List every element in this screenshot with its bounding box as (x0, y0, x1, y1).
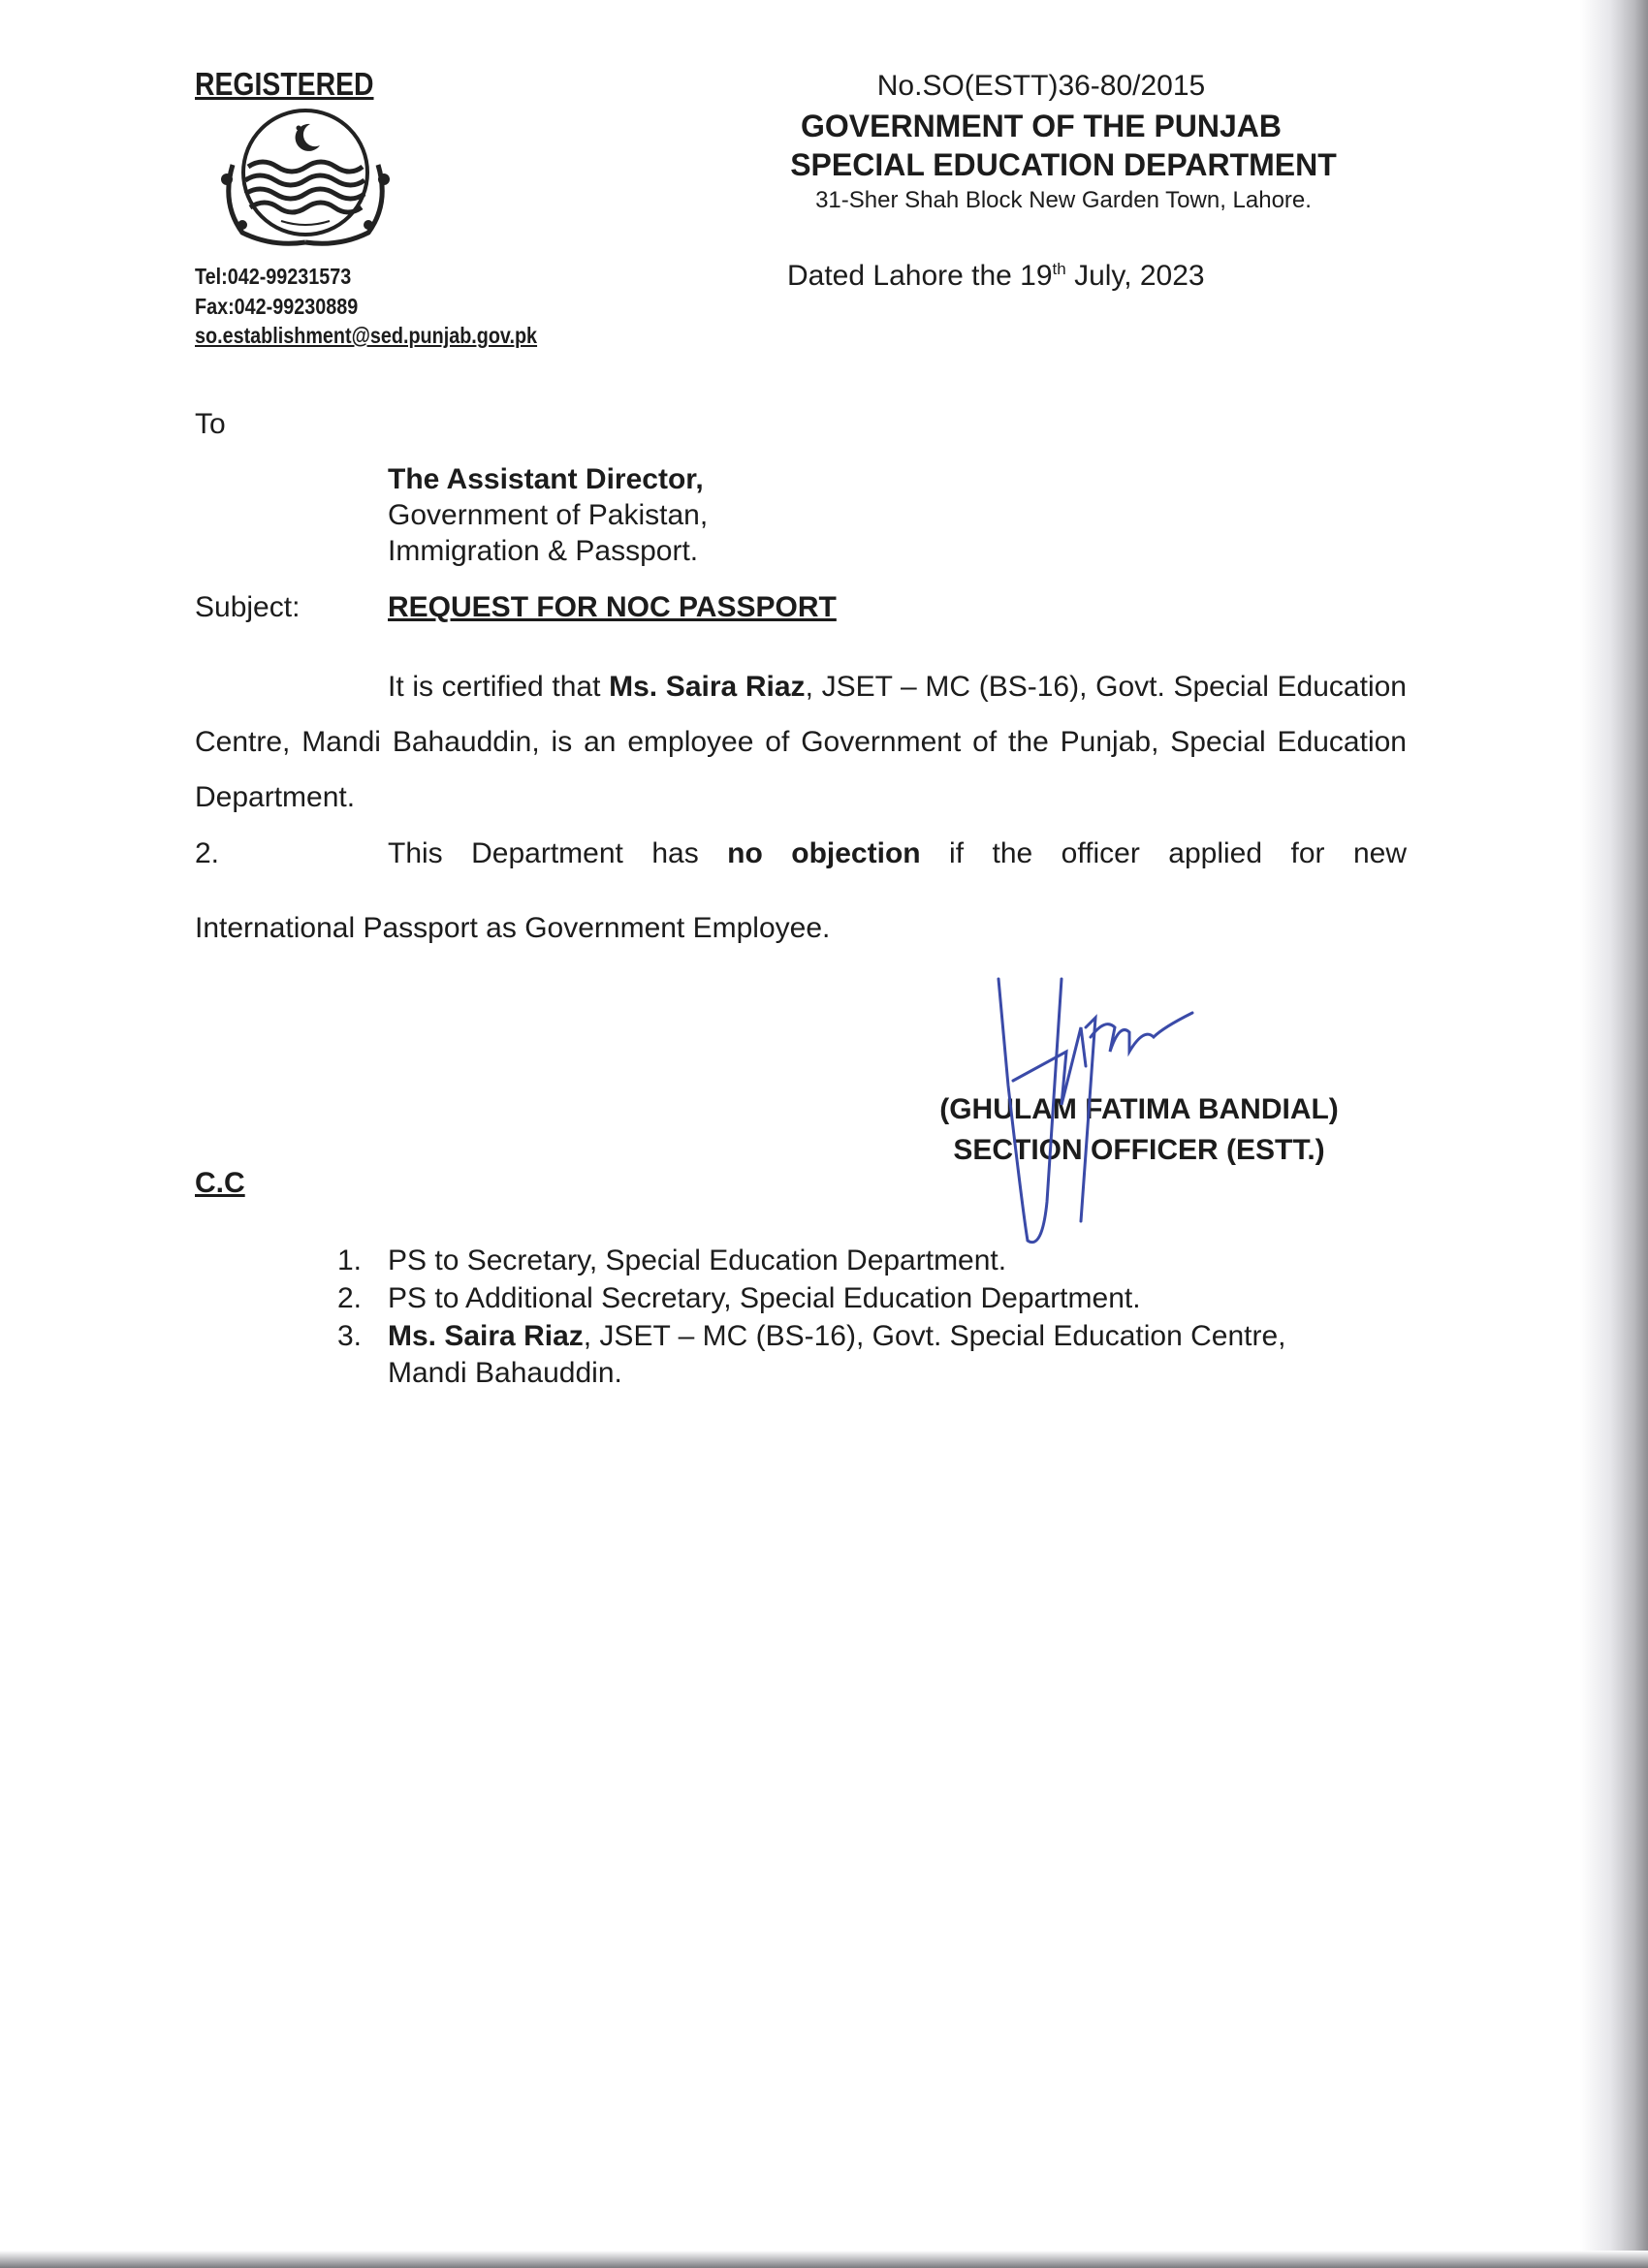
addressee-title: The Assistant Director, (388, 463, 704, 495)
employee-name: Ms. Saira Riaz (609, 671, 806, 703)
cc-item-1-number: 1. (337, 1244, 363, 1276)
p1-text-end: , JSET – MC (BS-16), Govt. Special Education Centre, Mandi Bahauddin, is an employee of Government of the Punjab, Special Education Department. (195, 671, 1407, 813)
paragraph-2 (388, 826, 1407, 881)
p2-text: This Department has (388, 837, 728, 869)
subject-label: Subject: (195, 591, 301, 623)
cc-item-3 (388, 1320, 1286, 1353)
scan-bottom-edge (0, 2251, 1648, 2268)
addressee-line2: Immigration & Passport. (388, 535, 699, 567)
email-link[interactable]: so.establishment@sed.punjab.gov.pk (195, 323, 538, 348)
signatory-name: (GHULAM FATIMA BANDIAL) (939, 1093, 1339, 1125)
date-ordinal: th (1052, 260, 1066, 278)
cc-item-3-text: , JSET – MC (BS-16), Govt. Special Education Centre, (583, 1320, 1286, 1352)
no-objection: no objection (727, 837, 921, 869)
address: 31-Sher Shah Block New Garden Town, Lahore. (815, 187, 1312, 213)
signatory-designation: SECTION OFFICER (ESTT.) (953, 1134, 1325, 1166)
department-name: SPECIAL EDUCATION DEPARTMENT (790, 147, 1337, 182)
to-label: To (195, 408, 226, 440)
p1-text: It is certified that (388, 671, 610, 703)
cc-item-3-name: Ms. Saira Riaz (388, 1320, 584, 1352)
date-text: Dated Lahore the 19 (787, 260, 1053, 292)
date-line (787, 260, 1205, 293)
subject-text: REQUEST FOR NOC PASSPORT (388, 591, 837, 623)
cc-label: C.C (195, 1167, 245, 1199)
cc-item-2-number: 2. (337, 1282, 363, 1314)
paragraph-2-number: 2. (195, 837, 220, 869)
cc-item-3-number: 3. (337, 1320, 363, 1352)
org-name: GOVERNMENT OF THE PUNJAB (800, 109, 1283, 143)
paragraph-1 (195, 659, 1407, 825)
p2-text-end: if the officer applied for new (920, 837, 1407, 869)
date-text-end: July, 2023 (1065, 260, 1205, 292)
fax: Fax:042-99230889 (195, 294, 359, 319)
scan-edge-shadow (1580, 0, 1648, 2268)
cc-item-1: PS to Secretary, Special Education Department. (388, 1244, 1007, 1276)
cc-item-2: PS to Additional Secretary, Special Education Department. (388, 1282, 1141, 1314)
telephone: Tel:042-99231573 (195, 264, 352, 289)
paragraph-2-line2: International Passport as Government Employee. (195, 912, 831, 944)
addressee-line1: Government of Pakistan, (388, 499, 709, 531)
reference-number: No.SO(ESTT)36-80/2015 (876, 70, 1206, 102)
handwritten-signature (969, 960, 1221, 1250)
punjab-emblem-logo (213, 107, 397, 252)
cc-item-3-line2: Mandi Bahauddin. (388, 1357, 622, 1389)
registered-label: REGISTERED (195, 66, 374, 102)
